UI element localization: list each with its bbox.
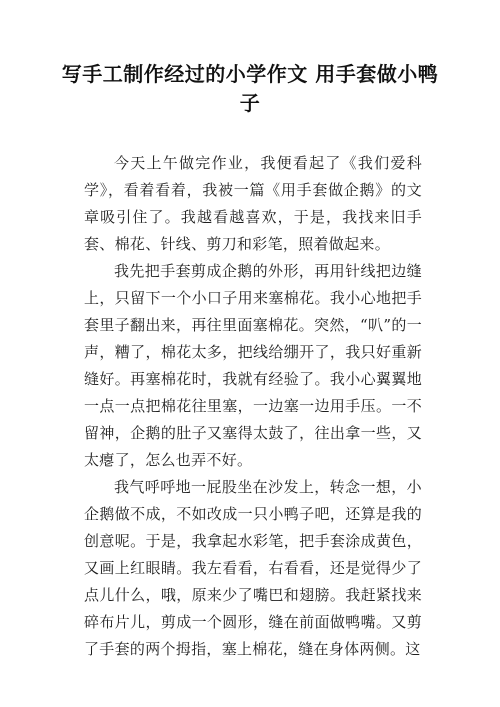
document-body — [84, 150, 422, 663]
paragraph-3: 我气呼呼地一屁股坐在沙发上，转念一想，小企鹅做不成，不如改成一只小鸭子吧，还算是我的创意呢。于是，我拿起水彩笔，把手套涂成黄色，又画上红眼睛。我左看看，右看看，还是觉得少了点儿什么，哦，原来少了嘴巴和翅膀。我赶紧找来碎布片儿，剪成一个圆形，缝在前面做鸭嘴。又剪了手套的两个拇指，塞上棉花，缝在身体两侧。这 — [84, 478, 422, 658]
paragraph-2: 我先把手套剪成企鹅的外形，再用针线把边缝上，只留下一个小口子用来塞棉花。我小心地把手套里子翻出来，再往里面塞棉花。突然，“叭”的一声，糟了，棉花太多，把线给绷开了，我只好重新缝好。再塞棉花时，我就有经验了。我小心翼翼地一点一点把棉花往里塞，一边塞一边用手压。一不留神，企鹅的肚子又塞得太鼓了，往出拿一些，又太瘪了，怎么也弄不好。 — [84, 262, 422, 469]
document-title: 写手工制作经过的小学作文 用手套做小鸭子 — [61, 62, 439, 115]
paragraph-1: 今天上午做完作业，我便看起了《我们爱科学》，看着看着，我被一篇《用手套做企鹅》的文章吸引住了。我越看越喜欢，于是，我找来旧手套、棉花、针线、剪刀和彩笔，照着做起来。 — [84, 154, 422, 253]
